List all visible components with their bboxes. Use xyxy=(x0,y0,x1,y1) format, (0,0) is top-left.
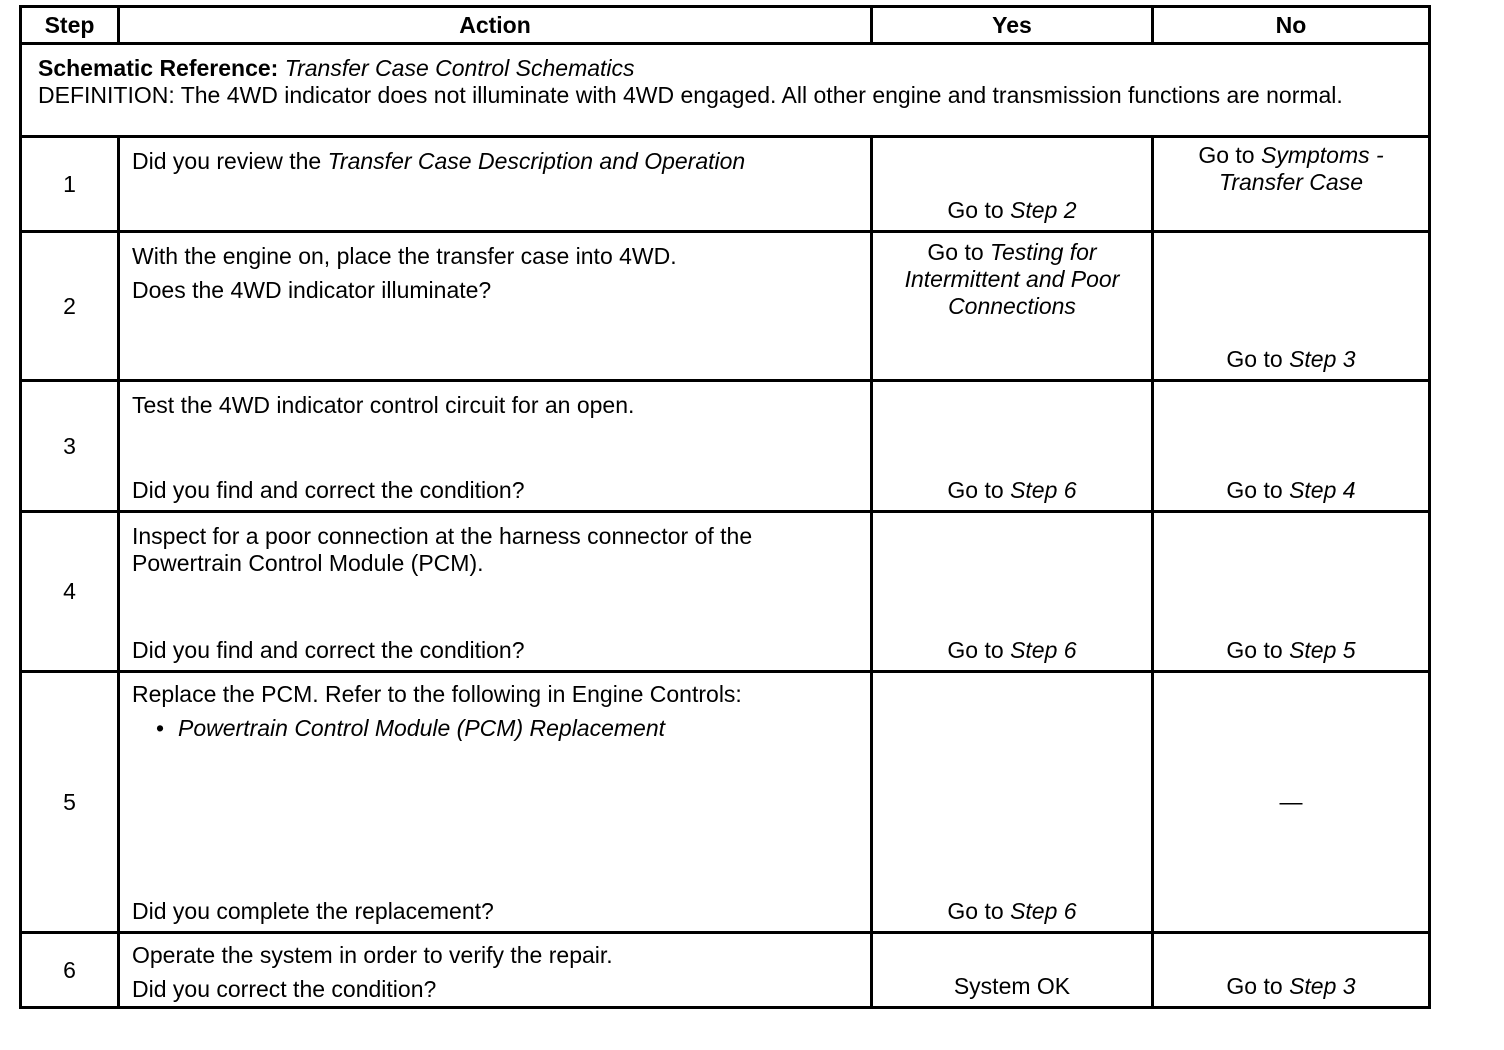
header-no: No xyxy=(1153,7,1430,44)
no-result xyxy=(1154,346,1428,373)
table-row xyxy=(21,672,1430,933)
no-prefix: Go to xyxy=(1226,973,1290,999)
yes-result xyxy=(873,197,1151,224)
action-line: Operate the system in order to verify the repair. xyxy=(132,942,613,968)
yes-link[interactable]: Step 6 xyxy=(1010,637,1077,663)
yes-prefix: Go to xyxy=(947,197,1011,223)
no-result xyxy=(1154,973,1428,1000)
step-number: 5 xyxy=(21,672,119,933)
no-cell xyxy=(1153,232,1430,381)
schematic-reference-label: Schematic Reference: xyxy=(38,55,279,81)
header-step: Step xyxy=(21,7,119,44)
action-plain-text: Did you review the xyxy=(132,148,328,174)
action-line: Powertrain Control Module (PCM). xyxy=(132,550,484,576)
yes-prefix: Go to xyxy=(947,477,1011,503)
action-link[interactable]: Transfer Case Description and Operation xyxy=(327,148,746,174)
yes-cell xyxy=(872,137,1153,232)
no-prefix: Go to xyxy=(1226,346,1290,372)
no-result: — xyxy=(1279,788,1303,815)
reference-cell xyxy=(21,44,1430,137)
table-row xyxy=(21,933,1430,1008)
action-line: With the engine on, place the transfer case into 4WD. xyxy=(132,243,677,269)
yes-cell xyxy=(872,512,1153,672)
action-text xyxy=(132,239,860,307)
bullet-link[interactable]: Powertrain Control Module (PCM) Replacement xyxy=(178,715,666,741)
reference-row xyxy=(21,44,1430,137)
yes-prefix: Go to xyxy=(947,637,1011,663)
yes-result: System OK xyxy=(953,973,1071,999)
action-text xyxy=(132,677,860,745)
yes-cell xyxy=(872,381,1153,512)
no-result xyxy=(1154,477,1428,504)
no-link[interactable]: Step 3 xyxy=(1289,346,1356,372)
no-link[interactable]: Step 5 xyxy=(1289,637,1356,663)
no-prefix: Go to xyxy=(1198,142,1261,168)
action-line: Replace the PCM. Refer to the following in Engine Controls: xyxy=(132,681,742,707)
header-row xyxy=(21,7,1430,44)
yes-prefix: Go to xyxy=(947,898,1011,924)
action-question: Did you correct the condition? xyxy=(132,976,437,1002)
yes-link[interactable]: Step 6 xyxy=(1010,898,1077,924)
no-prefix: Go to xyxy=(1226,477,1290,503)
table-row xyxy=(21,512,1430,672)
step-number: 3 xyxy=(21,381,119,512)
yes-link-cont[interactable]: Connections xyxy=(948,293,1076,319)
yes-prefix: Go to xyxy=(927,239,991,265)
yes-result xyxy=(873,477,1151,504)
no-result xyxy=(1154,637,1428,664)
header-action: Action xyxy=(119,7,872,44)
no-link-cont[interactable]: Transfer Case xyxy=(1218,169,1363,195)
bullet-icon: • xyxy=(156,715,165,741)
schematic-reference-link[interactable]: Transfer Case Control Schematics xyxy=(284,55,635,81)
no-line-1 xyxy=(1154,142,1428,169)
action-question: Does the 4WD indicator illuminate? xyxy=(132,277,492,303)
action-question: Did you complete the replacement? xyxy=(132,898,494,924)
no-link[interactable]: Step 3 xyxy=(1289,973,1356,999)
yes-cell xyxy=(872,672,1153,933)
no-cell xyxy=(1153,933,1430,1008)
no-prefix: Go to xyxy=(1226,637,1290,663)
diagnostic-table xyxy=(19,5,1431,1009)
no-cell xyxy=(1153,672,1430,933)
yes-result xyxy=(873,898,1151,925)
yes-cell xyxy=(872,933,1153,1008)
action-cell xyxy=(119,137,872,232)
no-result xyxy=(1154,142,1428,196)
no-cell xyxy=(1153,137,1430,232)
yes-link-cont[interactable]: Intermittent and Poor xyxy=(904,266,1120,292)
yes-link[interactable]: Step 2 xyxy=(1010,197,1077,223)
no-cell xyxy=(1153,512,1430,672)
no-link[interactable]: Symptoms - xyxy=(1260,142,1384,168)
action-cell xyxy=(119,381,872,512)
action-cell xyxy=(119,933,872,1008)
definition-text: DEFINITION: The 4WD indicator does not illuminate with 4WD engaged. All other engine and transmission functions are normal. xyxy=(38,82,1343,108)
yes-link[interactable]: Testing for xyxy=(990,239,1097,265)
yes-result xyxy=(873,637,1151,664)
action-text xyxy=(132,523,860,577)
step-number: 1 xyxy=(21,137,119,232)
action-cell xyxy=(119,512,872,672)
action-line: Inspect for a poor connection at the harness connector of the xyxy=(132,523,753,549)
action-question: Did you find and correct the condition? xyxy=(132,477,525,503)
step-number: 6 xyxy=(21,933,119,1008)
action-line: Test the 4WD indicator control circuit for an open. xyxy=(132,392,635,418)
header-yes: Yes xyxy=(872,7,1153,44)
no-cell xyxy=(1153,381,1430,512)
yes-link[interactable]: Step 6 xyxy=(1010,477,1077,503)
no-link[interactable]: Step 4 xyxy=(1289,477,1356,503)
table-row xyxy=(21,232,1430,381)
step-number: 2 xyxy=(21,232,119,381)
yes-result xyxy=(873,239,1151,320)
bullet-item xyxy=(132,711,860,745)
action-text xyxy=(132,938,860,1006)
yes-line-1 xyxy=(873,239,1151,266)
step-number: 4 xyxy=(21,512,119,672)
action-text xyxy=(132,148,860,175)
yes-cell xyxy=(872,232,1153,381)
schematic-reference xyxy=(38,55,1412,82)
action-cell xyxy=(119,232,872,381)
action-cell xyxy=(119,672,872,933)
table-row xyxy=(21,381,1430,512)
table-row xyxy=(21,137,1430,232)
action-question: Did you find and correct the condition? xyxy=(132,637,525,663)
